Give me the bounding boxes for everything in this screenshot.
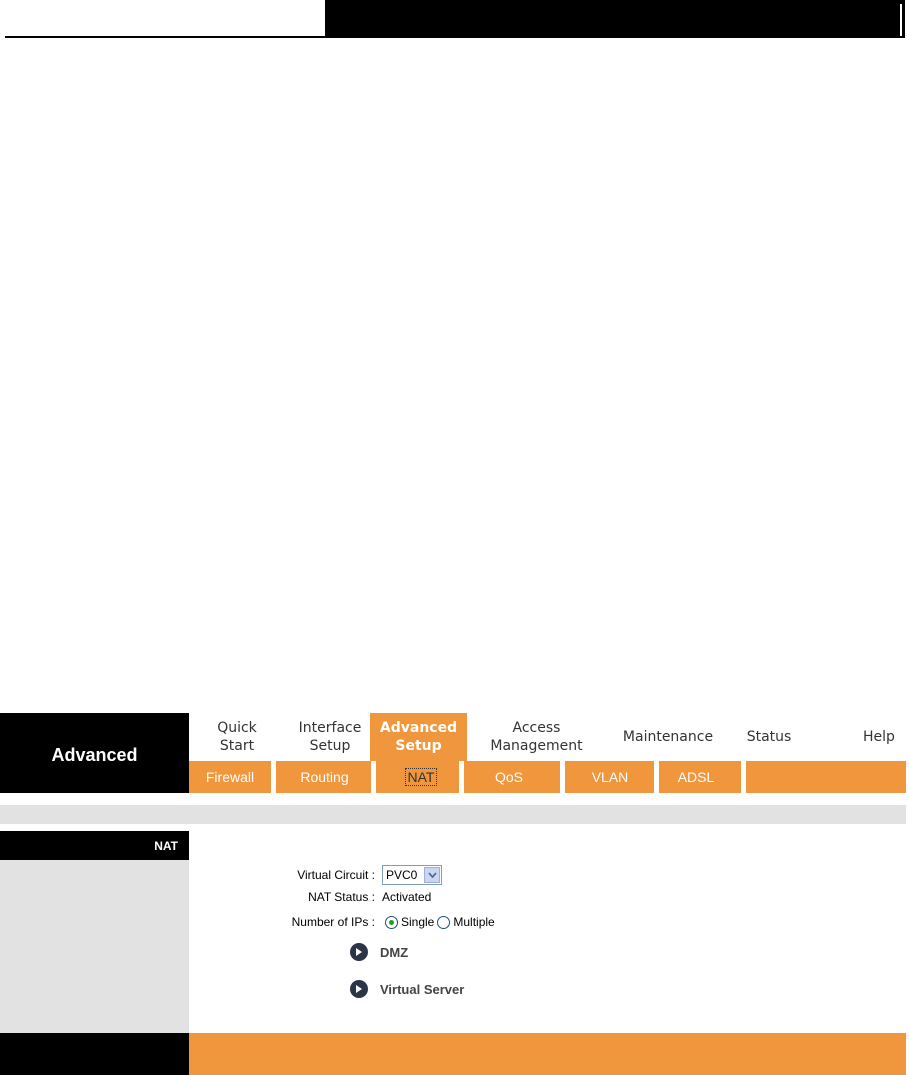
number-of-ips-label: Number of IPs : [291, 915, 375, 929]
virtual-server-link[interactable]: Virtual Server [350, 980, 464, 998]
subnav-adsl[interactable]: ADSL [677, 769, 715, 785]
virtual-circuit-label: Virtual Circuit : [297, 868, 375, 882]
subnav-routing[interactable]: Routing [300, 769, 349, 785]
chevron-down-icon [424, 867, 440, 883]
radio-single[interactable] [385, 916, 398, 929]
nav-interface-setup[interactable]: Interface Setup [298, 720, 362, 754]
radio-multiple-label: Multiple [453, 915, 495, 929]
virtual-circuit-select[interactable]: PVC0 [382, 865, 442, 885]
top-navigation [189, 713, 906, 761]
subnav-firewall[interactable]: Firewall [205, 769, 255, 785]
nat-status-value: Activated [382, 890, 432, 904]
brand-panel [0, 713, 189, 793]
header-black-bar [325, 0, 905, 38]
router-ui [0, 713, 906, 1075]
arrow-circle-icon [350, 980, 368, 998]
arrow-circle-icon [350, 943, 368, 961]
document-header [0, 0, 909, 40]
divider-band [0, 805, 906, 824]
subnav-qos[interactable]: QoS [494, 769, 523, 785]
footer-bar [189, 1033, 906, 1075]
nat-status-label: NAT Status : [308, 890, 375, 904]
virtual-circuit-row [189, 864, 906, 886]
number-of-ips-row [189, 911, 906, 933]
nav-advanced-setup[interactable]: Advanced Setup [370, 713, 467, 761]
footer-left [0, 1033, 189, 1075]
header-rule [5, 36, 325, 38]
dmz-link[interactable]: DMZ [350, 943, 408, 961]
nav-access-management[interactable]: Access Management [490, 720, 583, 754]
sub-navigation [189, 761, 906, 793]
nav-maintenance[interactable]: Maintenance [622, 729, 714, 745]
radio-multiple[interactable] [437, 916, 450, 929]
nav-status[interactable]: Status [746, 729, 792, 745]
radio-single-label: Single [401, 915, 435, 929]
section-title: NAT [0, 831, 189, 860]
nat-content [189, 831, 906, 1033]
brand-title: Advanced [51, 744, 138, 765]
nav-help[interactable]: Help [863, 729, 895, 745]
nat-status-row [189, 886, 906, 908]
subnav-nat[interactable]: NAT [401, 767, 441, 787]
subnav-vlan[interactable]: VLAN [591, 769, 629, 785]
nav-quick-start[interactable]: Quick Start [217, 720, 257, 754]
left-panel [0, 860, 189, 1033]
